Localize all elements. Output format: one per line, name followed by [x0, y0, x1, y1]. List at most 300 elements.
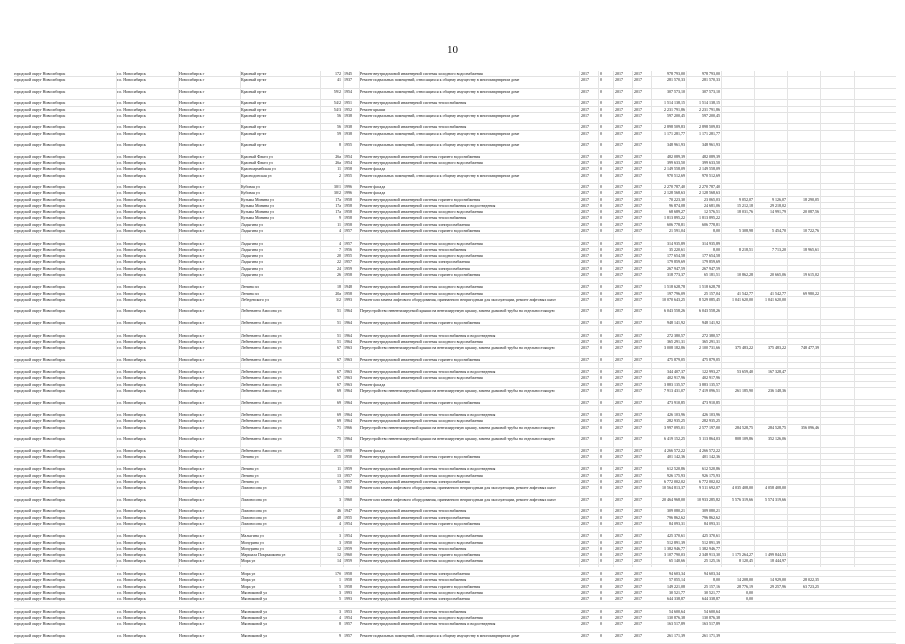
cell-fund-cost: 6 043 558,26: [699, 308, 720, 314]
cell-total-cost: 365 291,31: [667, 338, 685, 344]
cell-district: г.о. Новосибирск: [117, 228, 146, 233]
cell-fund-cost: 1 514 138,15: [699, 100, 720, 106]
cell-plan-to: 2017: [634, 608, 642, 614]
cell-plan-start: 2017: [581, 577, 589, 583]
cell-house: 69: [337, 412, 341, 418]
cell-build-year: 1954: [344, 160, 352, 166]
cell-total-cost: 261 171,39: [667, 632, 685, 638]
cell-fund-cost: 261 171,39: [702, 632, 720, 638]
cell-municipality: городской округ Новосибирск: [14, 381, 66, 387]
cell-fund-cost: 2 348 913,30: [699, 552, 720, 558]
cell-work-type: Ремонт внутридомовой инженерной системы теплоснабжения и водоотведения: [360, 332, 496, 338]
table-row: [14, 297, 896, 309]
column-divider: [343, 71, 344, 567]
cell-municipality: городской округ Новосибирск: [14, 77, 66, 83]
cell-district: г.о. Новосибирск: [117, 209, 146, 215]
cell-plan-start: 2017: [581, 228, 589, 233]
cell-plan-start: 2017: [581, 533, 589, 539]
cell-municipality: городской округ Новосибирск: [14, 472, 66, 478]
cell-work-type: Ремонт внутридомовой инженерной системы холодного водоснабжения: [360, 253, 483, 259]
cell-municipality: городской округ Новосибирск: [14, 514, 66, 520]
cell-plan-start: 2017: [581, 447, 589, 453]
cell-plan-start: 2017: [581, 259, 589, 265]
cell-cost-a: 1 041 620,00: [732, 296, 753, 302]
cell-total-cost: 1 518 628,78: [664, 284, 685, 290]
cell-fund-cost: 2 898 509,83: [699, 124, 720, 130]
cell-work-type: Ремонт внутридомовой инженерной системы холодного водоснабжения: [360, 338, 483, 344]
cell-district: г.о. Новосибирск: [117, 71, 146, 76]
cell-district: г.о. Новосибирск: [117, 621, 146, 627]
cell-fund-cost: 978 793,00: [702, 71, 720, 76]
cell-street: Мичурина ул: [241, 539, 264, 545]
cell-municipality: городской округ Новосибирск: [14, 190, 66, 196]
cell-locality: Новосибирск г: [179, 632, 205, 638]
cell-build-year: 1954: [344, 614, 352, 620]
cell-plan-start: 2017: [581, 246, 589, 252]
cell-district: г.о. Новосибирск: [117, 215, 146, 221]
cell-plan-from: 2017: [615, 424, 623, 430]
cell-total-cost: 94 603,34: [669, 571, 685, 576]
cell-locality: Новосибирск г: [179, 375, 205, 381]
cell-build-year: 1996: [344, 184, 352, 190]
cell-plan-to: 2017: [634, 246, 642, 252]
cell-total-cost: 3 997 095,01: [664, 424, 685, 430]
cell-district: г.о. Новосибирск: [117, 583, 146, 589]
cell-plan-start: 2017: [581, 369, 589, 375]
cell-district: г.о. Новосибирск: [117, 545, 146, 551]
cell-house: 5: [339, 596, 341, 602]
cell-fund-cost: 2 149 558,09: [699, 166, 720, 172]
cell-build-year: 1937: [344, 77, 352, 83]
cell-plan-from: 2017: [615, 240, 623, 246]
cell-house: 17а: [335, 209, 341, 215]
cell-street: Кузьмы Минина ул: [241, 215, 274, 221]
cell-total-cost: 307 573,10: [667, 88, 685, 94]
cell-build-year: 1954: [344, 88, 352, 94]
column-divider: [854, 71, 855, 567]
cell-plan-start: 2017: [581, 520, 589, 526]
cell-plan-start: 2017: [581, 478, 589, 484]
cell-municipality: городской округ Новосибирск: [14, 271, 66, 277]
cell-fund-cost: 2 231 791,86: [699, 106, 720, 112]
cell-plan-from: 2017: [615, 472, 623, 478]
cell-municipality: городской округ Новосибирск: [14, 478, 66, 484]
cell-plan-flag: 0: [600, 436, 602, 442]
cell-street: Лейтенанта Амосова ул: [241, 424, 282, 430]
cell-plan-from: 2017: [615, 466, 623, 472]
cell-locality: Новосибирск г: [179, 77, 205, 83]
cell-work-type: Ремонт внутридомовой инженерной системы теплоснабжения и водоотведения: [360, 202, 496, 208]
cell-plan-from: 2017: [615, 100, 623, 106]
cell-house: 17а: [335, 202, 341, 208]
cell-street: Кузьмы Минина ул: [241, 202, 274, 208]
cell-total-cost: 348 961,93: [667, 142, 685, 148]
cell-fund-cost: 8 529 085,45: [699, 296, 720, 302]
cell-street: Ломоносова ул: [241, 508, 267, 514]
cell-house: 14: [337, 558, 341, 564]
cell-street: Лебедевского ул: [241, 296, 269, 302]
cell-build-year: 1959: [344, 558, 352, 564]
cell-work-type: Ремонт подвальных помещений, относящихся к общему имуществу в многоквартирном доме: [360, 172, 520, 178]
cell-fund-cost: 2 577 197,00: [699, 424, 720, 430]
cell-fund-cost: 267 947,59: [702, 265, 720, 271]
cell-plan-to: 2017: [634, 196, 642, 202]
cell-plan-from: 2017: [615, 308, 623, 314]
cell-plan-to: 2017: [634, 259, 642, 265]
cell-plan-start: 2017: [581, 466, 589, 472]
cell-work-type: Ремонт внутридомовой инженерной системы теплоснабжения: [360, 246, 467, 252]
cell-house: 26: [337, 271, 341, 277]
table-row: [14, 425, 896, 437]
cell-plan-from: 2017: [615, 436, 623, 442]
cell-street: Ломоносова ул: [241, 496, 267, 502]
cell-street: Ладыгина ул: [241, 221, 263, 227]
cell-municipality: городской округ Новосибирск: [14, 124, 66, 130]
cell-street: Красный пр-кт: [241, 106, 267, 112]
cell-street: Ленина пл: [241, 290, 259, 296]
cell-plan-start: 2017: [581, 196, 589, 202]
cell-work-type: Ремонт подвальных помещений, относящихся к общему имуществу в многоквартирном доме: [360, 142, 520, 148]
cell-cost-a: 4 035 408,00: [732, 485, 753, 491]
cell-plan-flag: 0: [600, 508, 602, 514]
cell-plan-start: 2017: [581, 215, 589, 221]
cell-plan-to: 2017: [634, 284, 642, 290]
cell-total-cost: 6 043 558,26: [664, 308, 685, 314]
cell-street: Лейтенанта Амосова ул: [241, 338, 282, 344]
cell-build-year: 1945: [344, 71, 352, 76]
cell-locality: Новосибирск г: [179, 571, 205, 576]
cell-locality: Новосибирск г: [179, 472, 205, 478]
cell-plan-start: 2017: [581, 375, 589, 381]
column-divider: [787, 71, 788, 567]
cell-municipality: городской округ Новосибирск: [14, 369, 66, 375]
cell-fund-cost: 309 080,21: [702, 508, 720, 514]
cell-plan-from: 2017: [615, 88, 623, 94]
cell-work-type: Ремонт внутридомовой инженерной системы горячего водоснабжения: [360, 356, 481, 362]
cell-cost-a: 261 185,90: [735, 387, 753, 393]
cell-street: Кубовая ул: [241, 184, 260, 190]
cell-plan-from: 2017: [615, 571, 623, 576]
cell-plan-from: 2017: [615, 124, 623, 130]
cell-municipality: городской округ Новосибирск: [14, 160, 66, 166]
cell-plan-to: 2017: [634, 621, 642, 627]
cell-house: 48: [337, 514, 341, 520]
cell-municipality: городской округ Новосибирск: [14, 453, 66, 459]
cell-plan-to: 2017: [634, 253, 642, 259]
cell-total-cost: 20 464 968,00: [662, 496, 685, 502]
cell-build-year: 1958: [344, 577, 352, 583]
cell-district: г.о. Новосибирск: [117, 571, 146, 576]
cell-cost-b: 167 328,47: [768, 369, 786, 375]
cell-plan-to: 2017: [634, 447, 642, 453]
cell-locality: Новосибирск г: [179, 589, 205, 595]
cell-district: г.о. Новосибирск: [117, 514, 146, 520]
table-row: [14, 497, 896, 509]
cell-house: 67: [337, 369, 341, 375]
cell-total-cost: 3 883 135,57: [664, 381, 685, 387]
cell-street: Кузьмы Минина ул: [241, 196, 274, 202]
cell-build-year: 1964: [344, 320, 352, 326]
cell-plan-to: 2017: [634, 166, 642, 172]
cell-build-year: 1953: [344, 608, 352, 614]
cell-work-type: Переустройство невентилируемой крыши на вентилируемую крышу, замена дымовой трубы на отдельностоящую: [360, 387, 555, 393]
cell-municipality: городской округ Новосибирск: [14, 100, 66, 106]
page-number: 10: [447, 44, 458, 56]
cell-build-year: 1955: [344, 253, 352, 259]
cell-work-type: Ремонт внутридомовой инженерной системы горячего водоснабжения: [360, 399, 481, 405]
cell-plan-start: 2017: [581, 112, 589, 118]
cell-locality: Новосибирск г: [179, 215, 205, 221]
cell-work-type: Ремонт внутридомовой инженерной системы холодного водоснабжения: [360, 160, 483, 166]
cell-cost-a: 5 308,98: [739, 228, 753, 233]
cell-work-type: Ремонт внутридомовой инженерной системы горячего водоснабжения: [360, 552, 481, 558]
cell-work-type: Ремонт внутридомовой инженерной системы теплоснабжения: [360, 124, 467, 130]
cell-plan-to: 2017: [634, 552, 642, 558]
cell-plan-from: 2017: [615, 142, 623, 148]
cell-total-cost: 401 142,36: [667, 453, 685, 459]
cell-total-cost: 149 221,08: [667, 583, 685, 589]
cell-house: 51: [337, 332, 341, 338]
cell-work-type: Ремонт внутридомовой инженерной системы электроснабжения: [360, 259, 470, 265]
cell-locality: Новосибирск г: [179, 466, 205, 472]
cell-build-year: 1955: [344, 172, 352, 178]
cell-locality: Новосибирск г: [179, 514, 205, 520]
cell-district: г.о. Новосибирск: [117, 369, 146, 375]
cell-municipality: городской округ Новосибирск: [14, 246, 66, 252]
cell-house: 20: [337, 253, 341, 259]
cell-locality: Новосибирск г: [179, 583, 205, 589]
cell-work-type: Переустройство невентилируемой крыши на вентилируемую крышу, замена дымовой трубы на отдельностоящую: [360, 308, 555, 314]
cell-plan-start: 2017: [581, 589, 589, 595]
cell-municipality: городской округ Новосибирск: [14, 265, 66, 271]
column-divider: [632, 71, 633, 567]
cell-cost-a: 284 528,75: [735, 424, 753, 430]
cell-fund-cost: 512 891,39: [702, 539, 720, 545]
cell-plan-from: 2017: [615, 447, 623, 453]
cell-total-cost: 482 089,39: [667, 153, 685, 159]
cell-work-type: Ремонт внутридомовой инженерной системы холодного водоснабжения: [360, 533, 483, 539]
cell-district: г.о. Новосибирск: [117, 614, 146, 620]
table-row: [14, 436, 896, 448]
cell-plan-from: 2017: [615, 614, 623, 620]
cell-plan-from: 2017: [615, 284, 623, 290]
cell-fund-cost: 2 270 787,40: [699, 184, 720, 190]
cell-cost-c: 69 980,22: [803, 290, 819, 296]
cell-street: Лейтенанта Амосова ул: [241, 447, 282, 453]
cell-plan-start: 2017: [581, 496, 589, 502]
cell-street: Красный пр-кт: [241, 124, 267, 130]
cell-plan-flag: 0: [600, 112, 602, 118]
cell-fund-cost: 606 778,81: [702, 221, 720, 227]
cell-house: 30/1: [333, 184, 341, 190]
cell-total-cost: 4 266 572,22: [664, 447, 685, 453]
cell-plan-to: 2017: [634, 545, 642, 551]
cell-street: Лейтенанта Амосова ул: [241, 375, 282, 381]
cell-plan-from: 2017: [615, 485, 623, 491]
cell-street: Ломоносова ул: [241, 520, 267, 526]
cell-build-year: 1958: [344, 271, 352, 277]
cell-cost-b: 29 218,02: [770, 202, 786, 208]
cell-street: Ладыгина ул: [241, 253, 263, 259]
cell-work-type: Ремонт внутридомовой инженерной системы теплоснабжения: [360, 545, 467, 551]
cell-municipality: городской округ Новосибирск: [14, 520, 66, 526]
cell-plan-to: 2017: [634, 399, 642, 405]
cell-plan-to: 2017: [634, 577, 642, 583]
cell-plan-flag: 0: [600, 375, 602, 381]
cell-locality: Новосибирск г: [179, 596, 205, 602]
cell-plan-from: 2017: [615, 265, 623, 271]
cell-district: г.о. Новосибирск: [117, 296, 146, 302]
cell-plan-start: 2017: [581, 190, 589, 196]
cell-fund-cost: 8,00: [713, 577, 720, 583]
cell-plan-to: 2017: [634, 112, 642, 118]
cell-work-type: Ремонт внутридомовой инженерной системы горячего водоснабжения: [360, 520, 481, 526]
table-row: [14, 621, 896, 633]
cell-locality: Новосибирск г: [179, 246, 205, 252]
cell-locality: Новосибирск г: [179, 190, 205, 196]
cell-plan-flag: 0: [600, 202, 602, 208]
cell-build-year: 1963: [344, 369, 352, 375]
cell-street: Мясниковой ул: [241, 614, 268, 620]
cell-plan-start: 2017: [581, 202, 589, 208]
cell-plan-from: 2017: [615, 332, 623, 338]
cell-plan-flag: 0: [600, 381, 602, 387]
cell-locality: Новосибирск г: [179, 202, 205, 208]
cell-house: 51: [337, 308, 341, 314]
cell-total-cost: 281 570,33: [667, 77, 685, 83]
cell-district: г.о. Новосибирск: [117, 558, 146, 564]
cell-house: 3/2: [335, 296, 341, 302]
cell-locality: Новосибирск г: [179, 608, 205, 614]
cell-total-cost: 54 600,64: [669, 608, 685, 614]
cell-cost-b: 9 126,07: [772, 196, 786, 202]
cell-fund-cost: 177 654,58: [702, 253, 720, 259]
cell-cost-a: 0,00: [746, 596, 753, 602]
cell-fund-cost: 163 517,89: [702, 621, 720, 627]
cell-district: г.о. Новосибирск: [117, 424, 146, 430]
cell-plan-start: 2017: [581, 130, 589, 136]
cell-cost-b: 5 454,70: [772, 228, 786, 233]
cell-cost-c: 748 477,39: [801, 345, 819, 351]
cell-build-year: 1958: [344, 166, 352, 172]
cell-cost-a: 18 031,76: [737, 209, 753, 215]
cell-build-year: 1993: [344, 589, 352, 595]
cell-plan-from: 2017: [615, 621, 623, 627]
cell-fund-cost: 281 570,33: [702, 77, 720, 83]
cell-plan-flag: 0: [600, 124, 602, 130]
cell-plan-flag: 0: [600, 571, 602, 576]
cell-plan-flag: 0: [600, 296, 602, 302]
cell-build-year: 1948: [344, 284, 352, 290]
cell-total-cost: 282 935,25: [667, 418, 685, 424]
cell-locality: Новосибирск г: [179, 496, 205, 502]
cell-municipality: городской округ Новосибирск: [14, 153, 66, 159]
cell-plan-start: 2017: [581, 621, 589, 627]
cell-cost-c: 10 722,76: [803, 228, 819, 233]
cell-plan-flag: 0: [600, 545, 602, 551]
column-divider: [721, 71, 722, 567]
cell-plan-flag: 0: [600, 71, 602, 76]
cell-house: 67: [337, 345, 341, 351]
cell-house: 67: [337, 356, 341, 362]
cell-work-type: Ремонт внутридомовой инженерной системы теплоснабжения: [360, 100, 467, 106]
column-divider: [240, 71, 241, 567]
cell-plan-to: 2017: [634, 375, 642, 381]
cell-build-year: 1966: [344, 424, 352, 430]
cell-locality: Новосибирск г: [179, 614, 205, 620]
cell-work-type: Ремонт подвальных помещений, относящихся к общему имуществу в многоквартирном доме: [360, 77, 520, 83]
cell-district: г.о. Новосибирск: [117, 271, 146, 277]
cell-total-cost: 1 813 895,22: [664, 215, 685, 221]
cell-build-year: 1957: [344, 621, 352, 627]
cell-build-year: 1964: [344, 418, 352, 424]
cell-locality: Новосибирск г: [179, 308, 205, 314]
cell-work-type: Ремонт внутридомовой инженерной системы теплоснабжения: [360, 608, 467, 614]
cell-plan-to: 2017: [634, 228, 642, 233]
cell-house: 4: [339, 614, 341, 620]
cell-municipality: городской округ Новосибирск: [14, 142, 66, 148]
cell-total-cost: 2 128 568,63: [664, 190, 685, 196]
cell-plan-flag: 0: [600, 228, 602, 233]
cell-street: Кузьмы Минина ул: [241, 209, 274, 215]
cell-work-type: Ремонт внутридомовой инженерной системы электроснабжения: [360, 514, 470, 520]
cell-street: Ладыгина ул: [241, 228, 263, 233]
cell-municipality: городской округ Новосибирск: [14, 290, 66, 296]
cell-street: Ладыгина ул: [241, 246, 263, 252]
cell-plan-from: 2017: [615, 345, 623, 351]
cell-house: 26а: [335, 153, 341, 159]
cell-fund-cost: 8,00: [713, 228, 720, 233]
cell-street: Мира ул: [241, 583, 256, 589]
cell-plan-flag: 0: [600, 332, 602, 338]
cell-house: 41: [337, 77, 341, 83]
cell-plan-from: 2017: [615, 632, 623, 638]
cell-locality: Новосибирск г: [179, 259, 205, 265]
cell-locality: Новосибирск г: [179, 545, 205, 551]
cell-total-cost: 309 080,21: [667, 508, 685, 514]
cell-plan-flag: 0: [600, 485, 602, 491]
cell-locality: Новосибирск г: [179, 399, 205, 405]
cell-cost-a: 0,00: [746, 589, 753, 595]
cell-locality: Новосибирск г: [179, 621, 205, 627]
cell-municipality: городской округ Новосибирск: [14, 596, 66, 602]
cell-plan-flag: 0: [600, 472, 602, 478]
cell-house: 8: [339, 142, 341, 148]
cell-locality: Новосибирск г: [179, 130, 205, 136]
cell-plan-to: 2017: [634, 453, 642, 459]
cell-locality: Новосибирск г: [179, 160, 205, 166]
cell-house: 3: [339, 533, 341, 539]
cell-locality: Новосибирск г: [179, 166, 205, 172]
cell-municipality: городской округ Новосибирск: [14, 71, 66, 76]
cell-district: г.о. Новосибирск: [117, 160, 146, 166]
cell-build-year: 1958: [344, 290, 352, 296]
cell-work-type: Ремонт внутридомовой инженерной системы теплоснабжения и водоотведения: [360, 369, 496, 375]
cell-municipality: городской округ Новосибирск: [14, 228, 66, 233]
cell-plan-start: 2017: [581, 485, 589, 491]
column-divider: [754, 71, 755, 567]
cell-house: 4: [339, 520, 341, 526]
cell-plan-start: 2017: [581, 381, 589, 387]
cell-plan-to: 2017: [634, 514, 642, 520]
cell-house: 26а: [335, 160, 341, 166]
cell-plan-start: 2017: [581, 172, 589, 178]
cell-plan-to: 2017: [634, 539, 642, 545]
cell-build-year: 1993: [344, 296, 352, 302]
cell-cost-a: 375 483,22: [735, 345, 753, 351]
cell-build-year: 1996: [344, 190, 352, 196]
cell-municipality: городской округ Новосибирск: [14, 253, 66, 259]
